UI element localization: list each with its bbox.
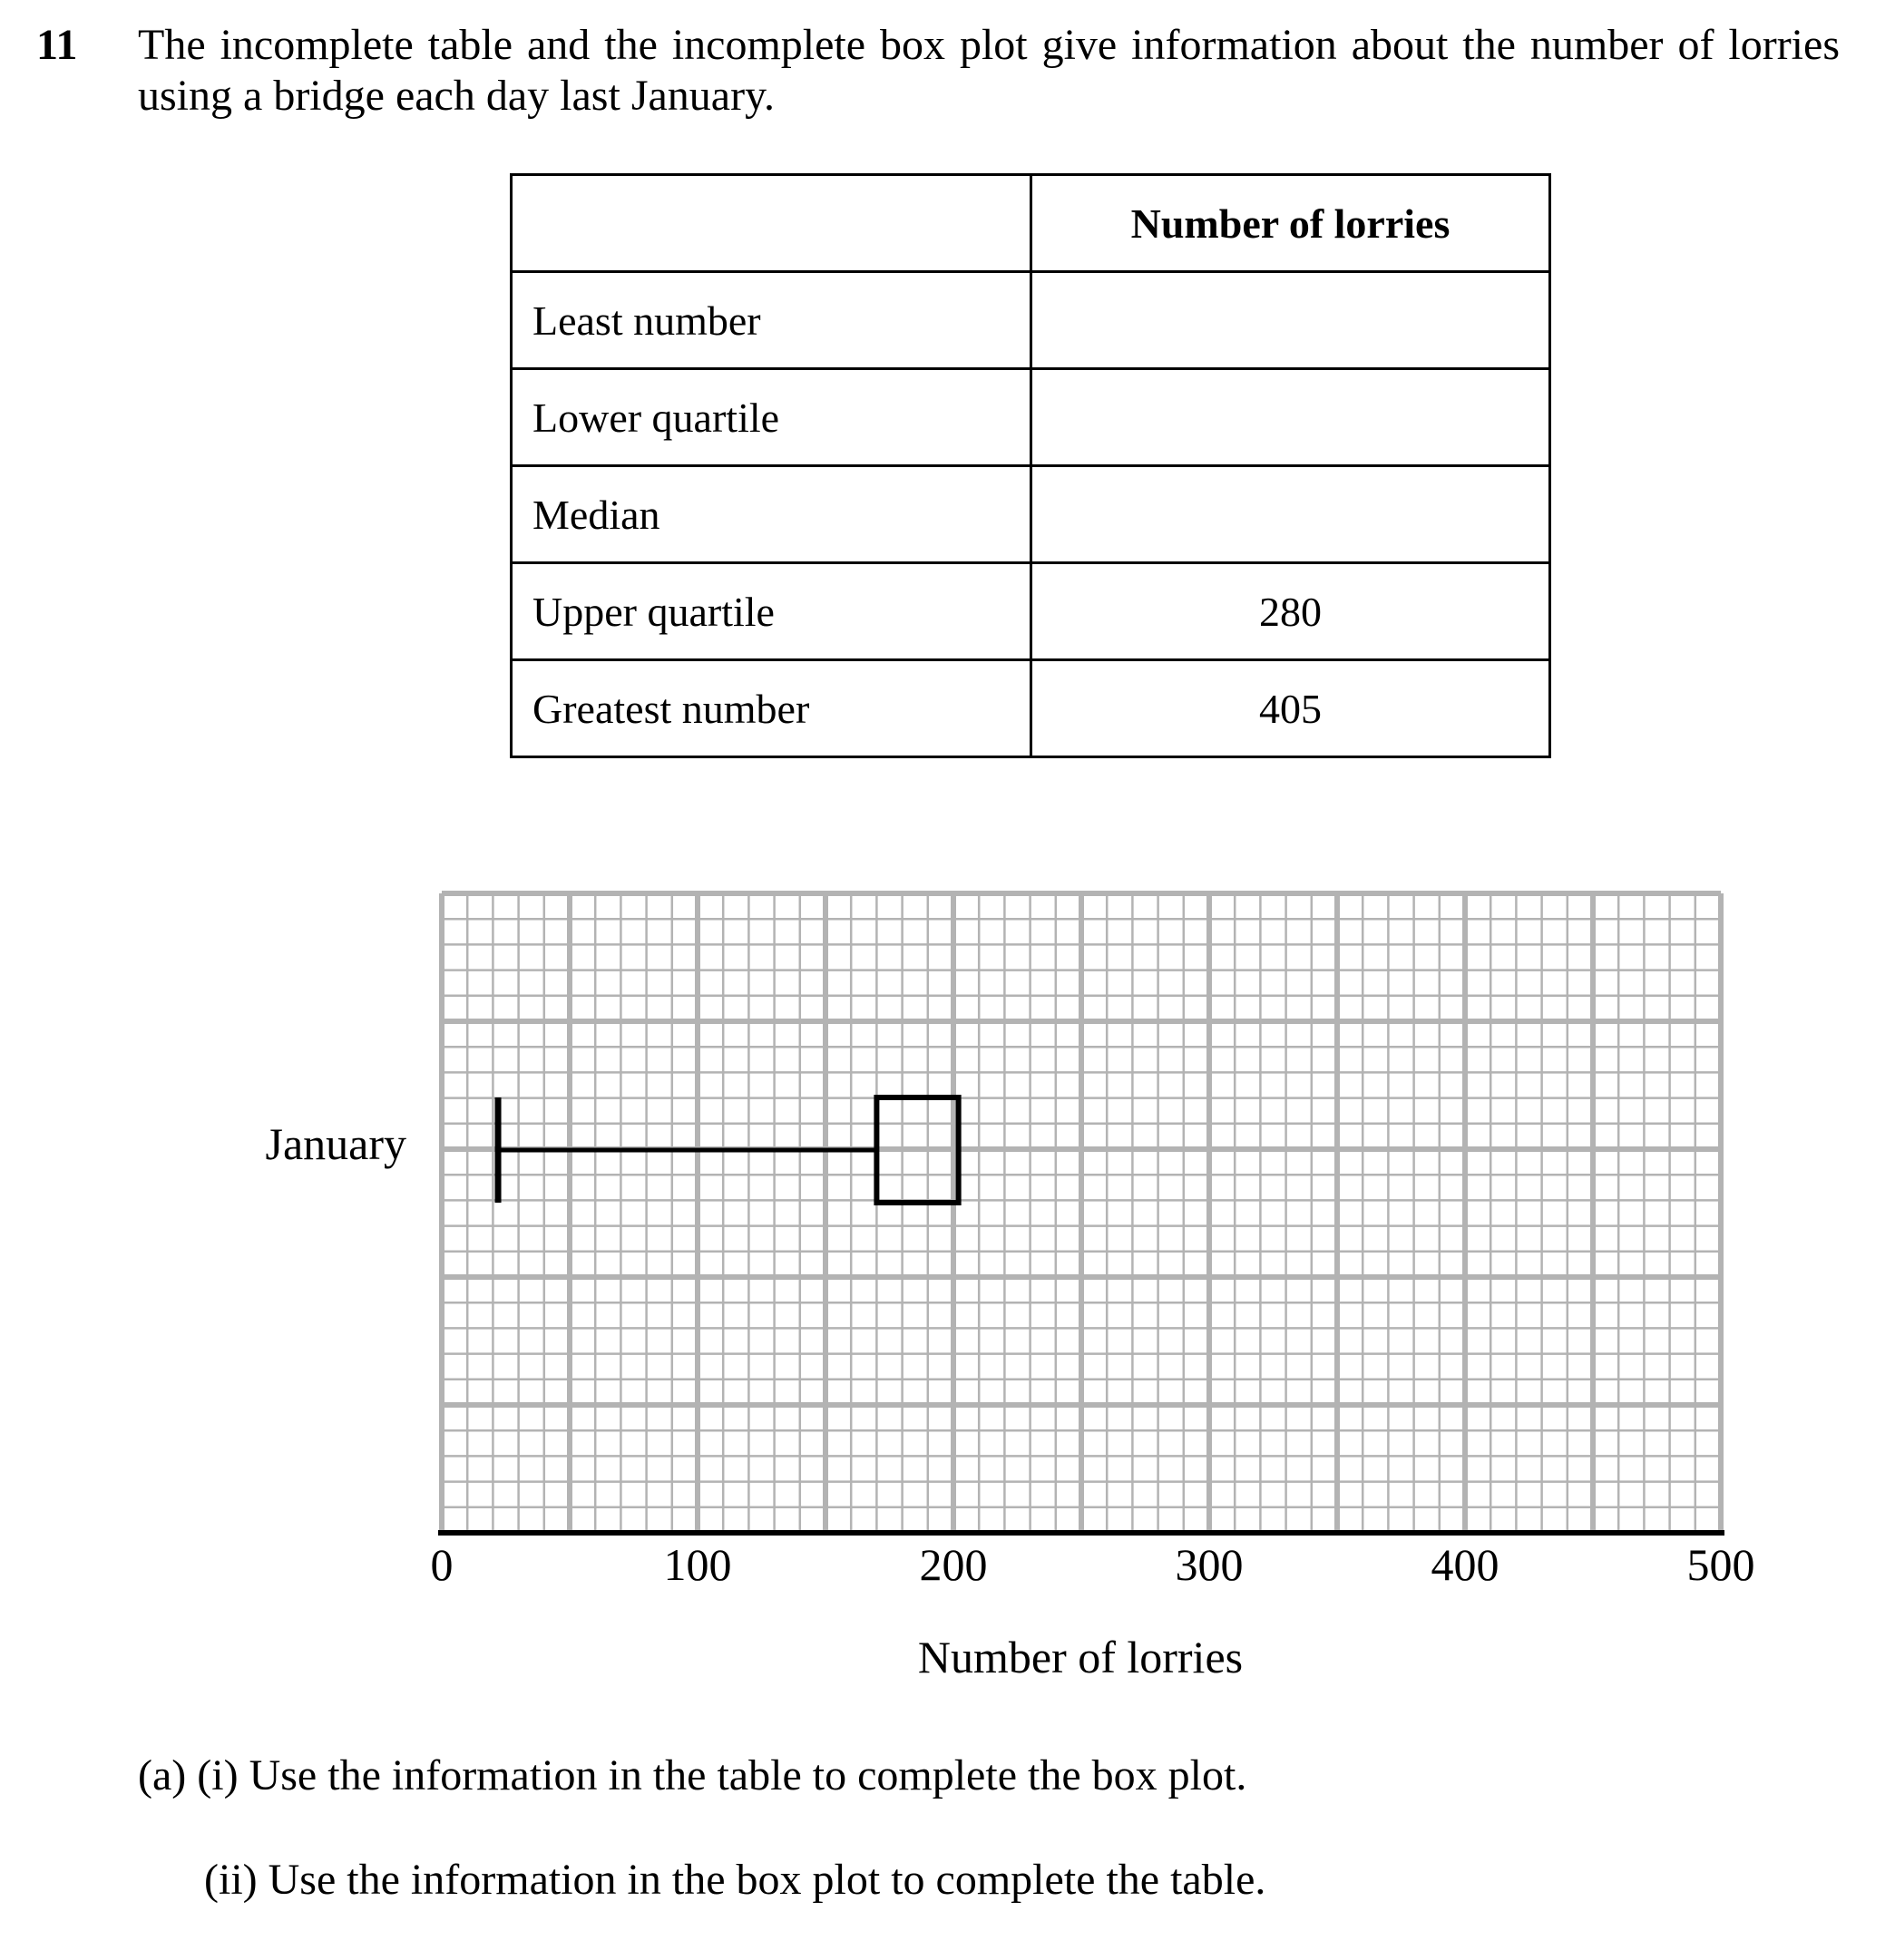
x-tick-label: 200 bbox=[919, 1539, 988, 1590]
question-number: 11 bbox=[36, 21, 78, 69]
table-row-value: 280 bbox=[1031, 563, 1550, 660]
x-tick-labels bbox=[431, 1539, 1755, 1590]
question-intro: The incomplete table and the incomplete box plot give information about the number of lorries using a bridge each day last January. bbox=[138, 21, 1840, 120]
table-row-label: Median bbox=[512, 466, 1031, 563]
table-row-label: Lower quartile bbox=[512, 369, 1031, 466]
table-row-label: Upper quartile bbox=[512, 563, 1031, 660]
x-tick-label: 400 bbox=[1431, 1539, 1499, 1590]
table-row-label: Least number bbox=[512, 272, 1031, 369]
table-row-value: 405 bbox=[1031, 660, 1550, 757]
question-part-a-ii: (ii) Use the information in the box plot to complete the table. bbox=[204, 1856, 1266, 1904]
question-part-a-i: (a) (i) Use the information in the table to complete the box plot. bbox=[138, 1751, 1247, 1799]
x-tick-label: 300 bbox=[1175, 1539, 1244, 1590]
grid-paper bbox=[442, 893, 1721, 1533]
category-label: January bbox=[265, 1118, 406, 1169]
x-tick-label: 100 bbox=[663, 1539, 732, 1590]
table-header: Number of lorries bbox=[1031, 175, 1550, 272]
x-tick-label: 500 bbox=[1686, 1539, 1755, 1590]
x-tick-label: 0 bbox=[430, 1539, 454, 1590]
x-axis-label: Number of lorries bbox=[917, 1632, 1244, 1682]
table-row-label: Greatest number bbox=[512, 660, 1031, 757]
